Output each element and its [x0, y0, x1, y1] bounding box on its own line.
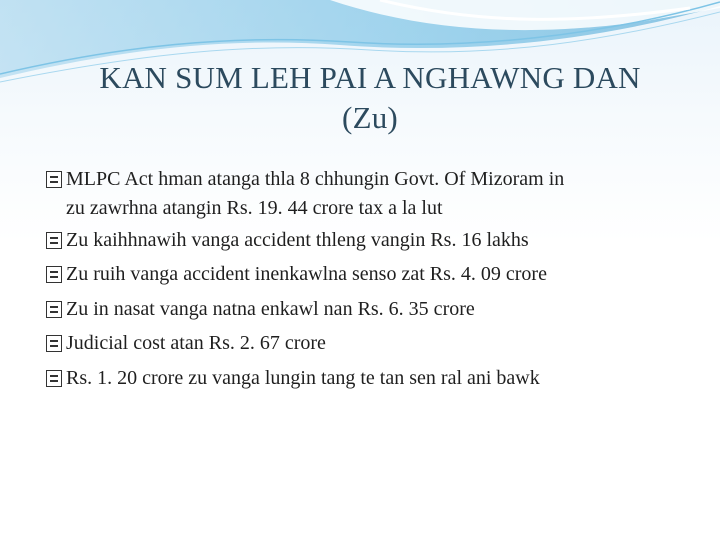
list-item [46, 162, 696, 223]
slide-title [40, 58, 700, 138]
bullet-text: Judicial cost atan Rs. 2. 67 crore [66, 332, 326, 354]
bullet-icon [46, 232, 62, 249]
title-line-2: (Zu) [342, 100, 398, 135]
bullet-icon [46, 335, 62, 352]
bullet-text-continued: zu zawrhna atangin Rs. 19. 44 crore tax a la lut [66, 196, 443, 219]
list-item [46, 257, 696, 292]
bullet-icon [46, 301, 62, 318]
bullet-text: Zu in nasat vanga natna enkawl nan Rs. 6. 35 crore [66, 297, 475, 320]
bullet-text: Rs. 1. 20 crore zu vanga lungin tang te tan sen ral ani bawk [66, 366, 540, 389]
bullet-text: Zu kaihhnawih vanga accident thleng vangin Rs. 16 lakhs [66, 228, 529, 251]
bullet-icon [46, 266, 62, 283]
bullet-icon [46, 171, 62, 188]
bullet-icon [46, 370, 62, 387]
list-item [46, 292, 696, 327]
list-item [46, 361, 696, 396]
title-line-1: KAN SUM LEH PAI A NGHAWNG DAN [99, 60, 641, 95]
list-item [46, 223, 696, 258]
list-item [46, 326, 696, 361]
bullet-text: Zu ruih vanga accident inenkawlna senso zat Rs. 4. 09 crore [66, 263, 547, 285]
bullet-text: MLPC Act hman atanga thla 8 chhungin Govt. Of Mizoram in [66, 168, 565, 190]
bullet-list [46, 162, 696, 395]
